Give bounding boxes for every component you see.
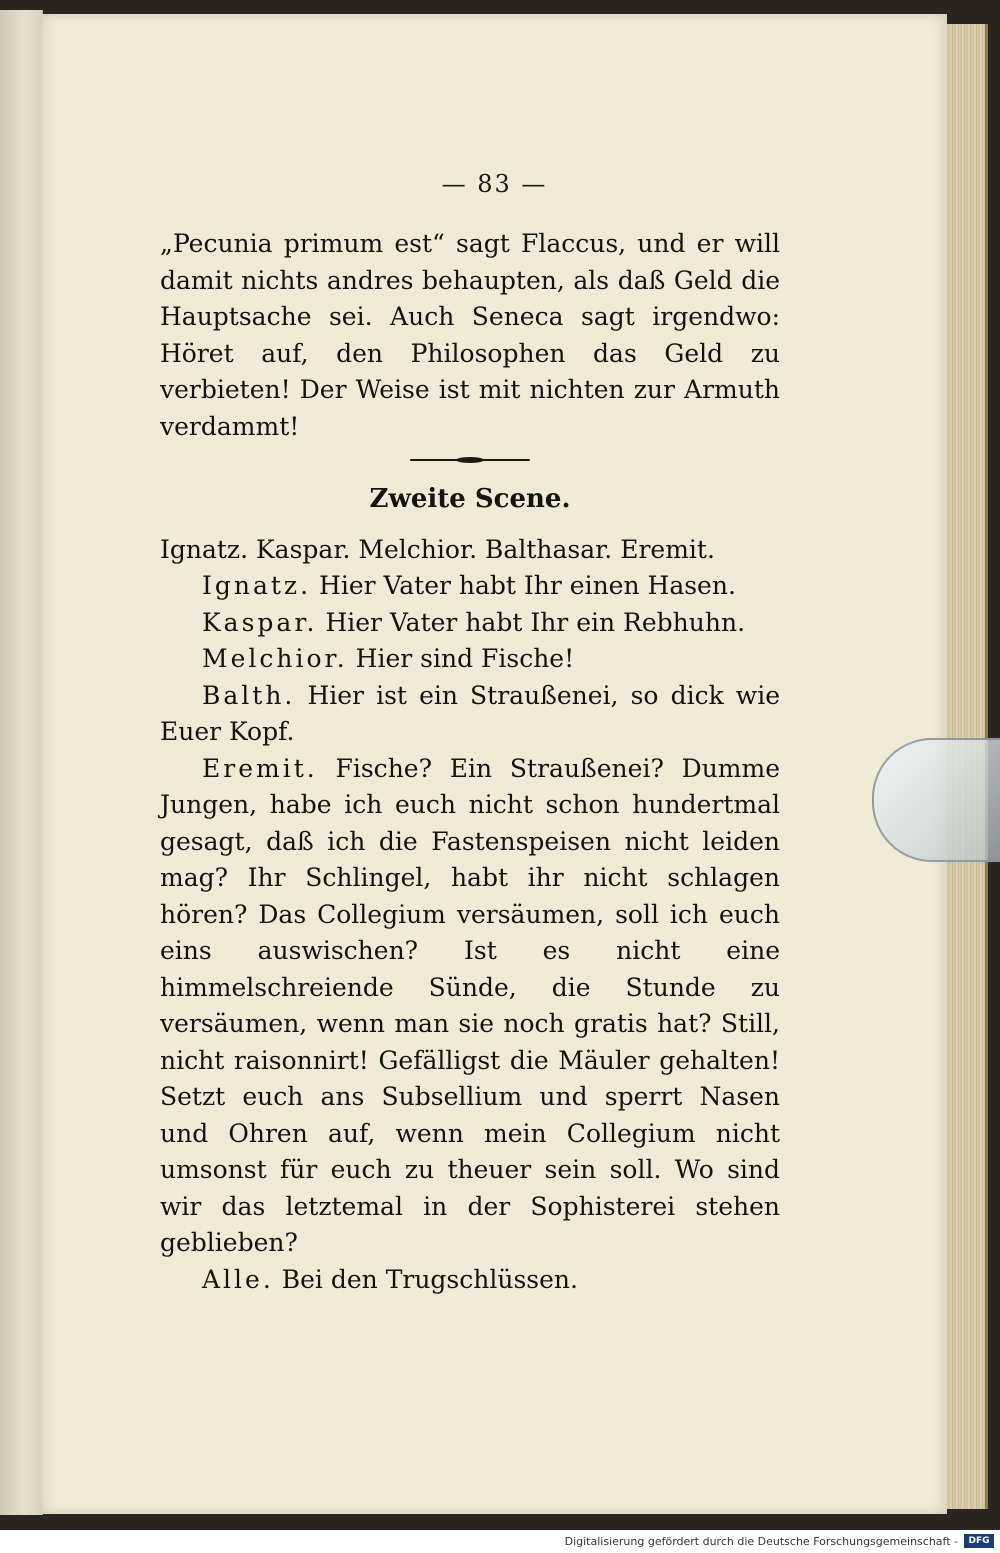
speaker-name: Balth.	[202, 680, 296, 710]
dialogue-line	[160, 568, 780, 605]
dfg-logo: DFG	[964, 1534, 994, 1548]
dialogue-line	[160, 1262, 780, 1299]
page-clip	[872, 738, 1000, 862]
dialogue-text: Fische? Ein Straußenei? Dumme Jungen, habe ich euch nicht schon hundertmal gesagt, daß ich die Fastenspeisen nicht leiden mag? Ihr Schlingel, habt ihr nicht schlagen hören? Das Collegium versäumen, soll ich euch eins auswischen? Ist es nicht eine himmelschreiende Sünde, die Stunde zu versäumen, wenn man sie noch gratis hat? Still, nicht raisonnirt! Gefälligst die Mäuler gehalten! Setzt euch ans Subsellium und sperrt Nasen und Ohren auf, wenn mein Collegium nicht umsonst für euch zu theuer sein soll. Wo sind wir das letztemal in der Sophisterei stehen geblieben?	[160, 753, 780, 1257]
speaker-name: Ignatz.	[202, 571, 312, 600]
speaker-name: Melchior.	[202, 644, 348, 673]
footer-bar	[0, 1530, 1000, 1553]
book-spine	[0, 10, 43, 1515]
dialogue-text: Hier Vater habt Ihr einen Hasen.	[319, 571, 736, 600]
speaker-name: Alle.	[202, 1264, 274, 1294]
dialogue-text: Hier sind Fische!	[355, 644, 575, 673]
character-list: Ignatz. Kaspar. Melchior. Balthasar. Eremit.	[160, 534, 715, 564]
dialogue-text: Hier ist ein Straußenei, so dick wie Euer Kopf.	[160, 680, 780, 746]
page-text	[160, 226, 780, 1298]
book-page	[42, 14, 947, 1514]
scene-title: Zweite Scene.	[369, 484, 571, 514]
speaker-name: Kaspar.	[202, 607, 318, 637]
page-number: — 83 —	[441, 170, 548, 198]
opening-paragraph: „Pecunia primum est“ sagt Flaccus, und er will damit nichts andres behaupten, als daß Geld die Hauptsache sei. Auch Seneca sagt irgendwo: Höret auf, den Philosophen das Geld zu verbieten! Der Weise ist mit nichten zur Armuth verdammt!	[160, 229, 780, 441]
footer-credit: Digitalisierung gefördert durch die Deutsche Forschungsgemeinschaft -	[564, 1535, 958, 1548]
ornamental-divider	[410, 457, 530, 463]
dialogue-line	[160, 605, 780, 642]
dialogue-line	[160, 641, 780, 678]
speaker-name: Eremit.	[202, 753, 318, 783]
dialogue-text: Hier Vater habt Ihr ein Rebhuhn.	[325, 607, 746, 637]
dialogue-line	[160, 678, 780, 751]
dialogue-text: Bei den Trugschlüssen.	[281, 1264, 578, 1294]
dialogue-line	[160, 751, 780, 1262]
